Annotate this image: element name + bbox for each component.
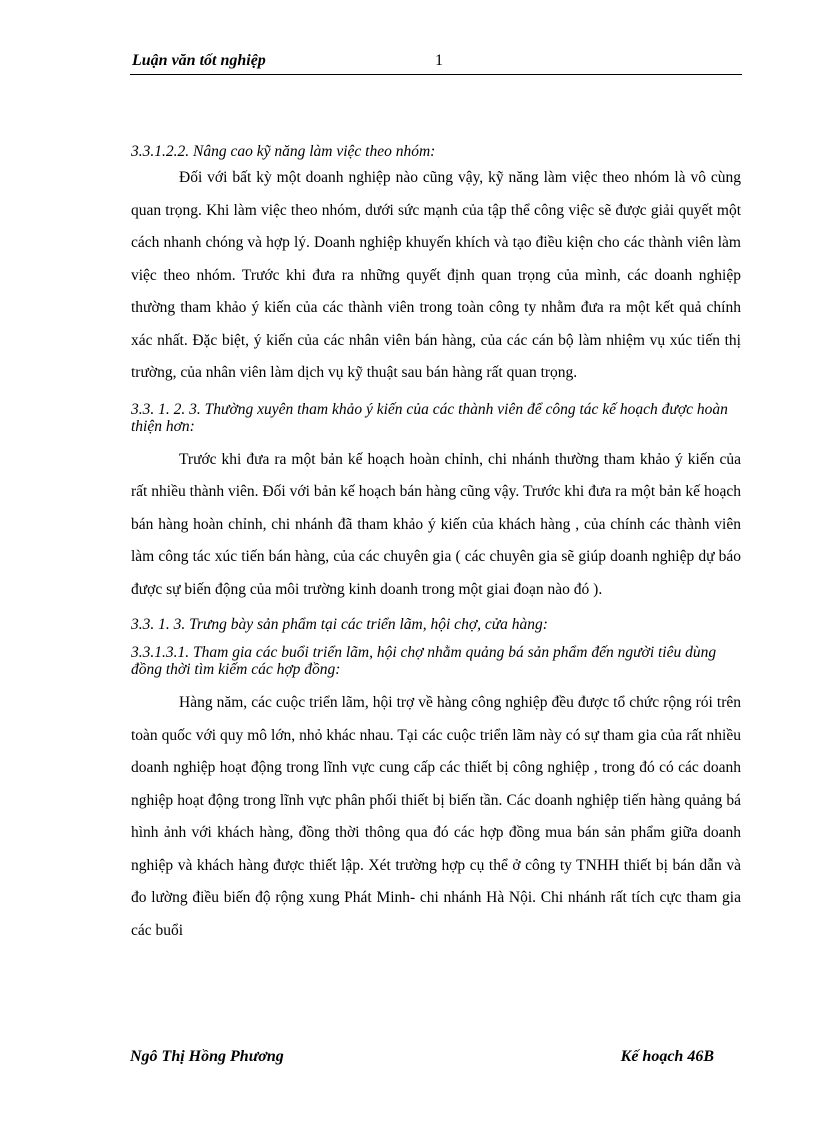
paragraph-teamwork: Đối với bất kỳ một doanh nghiệp nào cũng vậy, kỹ năng làm việc theo nhóm là vô cùng quan trọng. Khi làm việc theo nhóm, dưới sức mạnh của tập thể công việc sẽ được giải quyết một cách nhanh chóng và hợp lý. Doanh nghiệp khuyến khích và tạo điều kiện cho các thành viên làm việc theo nhóm. Trước khi đưa ra những quyết định quan trọng của mình, các doanh nghiệp thường tham khảo ý kiến của các thành viên trong toàn công ty nhằm đưa ra một kết quả chính xác nhất. Đặc biệt, ý kiến của các nhân viên bán hàng, của các cán bộ làm nhiệm vụ xúc tiến thị trường, của nhân viên làm dịch vụ kỹ thuật sau bán hàng rất quan trọng. (131, 169, 741, 381)
paragraph-exhibitions: Hàng năm, các cuộc triển lãm, hội trợ về hàng công nghiệp đều được tổ chức rộng rói trên toàn quốc với quy mô lớn, nhỏ khác nhau. Tại các cuộc triển lãm này có sự tham gia của rất nhiều doanh nghiệp hoạt động trong lĩnh vực cung cấp các thiết bị công nghiệp , trong đó có các doanh nghiệp hoạt động trong lĩnh vực phân phối thiết bị biến tần. Các doanh nghiệp tiến hàng quảng bá hình ảnh với khách hàng, đồng thời thông qua đó các hợp đồng mua bán sản phẩm giữa doanh nghiệp và khách hàng được thiết lập. Xét trường hợp cụ thể ở công ty TNHH thiết bị bán dẫn và đo lường điều biến độ rộng xung Phát Minh- chi nhánh Hà Nội. Chi nhánh rất tích cực tham gia các buổi (131, 694, 741, 939)
section-heading-3-3-1-2-2: 3.3.1.2.2. Nâng cao kỹ năng làm việc theo nhóm: (131, 143, 436, 160)
footer-author: Ngô Thị Hồng Phương (130, 1048, 284, 1065)
page-number: 1 (435, 52, 443, 69)
page-footer (130, 1048, 742, 1072)
paragraph-consultation: Trước khi đưa ra một bản kế hoạch hoàn chỉnh, chi nhánh thường tham khảo ý kiến của rất nhiều thành viên. Đối với bản kế hoạch bán hàng cũng vậy. Trước khi đưa ra một bản kế hoạch bán hàng hoàn chỉnh, chi nhánh đã tham khảo ý kiến của khách hàng , của chính các thành viên làm công tác xúc tiến bán hàng, của các chuyên gia ( các chuyên gia sẽ giúp doanh nghiệp dự báo được sự biến động của môi trường kinh doanh trong một giai đoạn nào đó ). (131, 450, 741, 598)
section-heading-3-3-1-3: 3.3. 1. 3. Trưng bày sản phẩm tại các triển lãm, hội chợ, cửa hàng: (131, 616, 548, 633)
section-heading-3-3-1-3-1: 3.3.1.3.1. Tham gia các buổi triển lãm, hội chợ nhằm quảng bá sản phẩm đến người tiêu dùng đồng thời tìm kiếm các hợp đồng: (131, 644, 717, 678)
document-body (131, 143, 741, 947)
page-header (130, 50, 742, 75)
section-heading-3-3-1-2-3: 3.3. 1. 2. 3. Thường xuyên tham khảo ý kiến của các thành viên để công tác kế hoạch được hoàn thiện hơn: (131, 400, 728, 435)
footer-class: Kế hoạch 46B (620, 1048, 714, 1065)
header-title: Luận văn tốt nghiệp (132, 52, 266, 69)
